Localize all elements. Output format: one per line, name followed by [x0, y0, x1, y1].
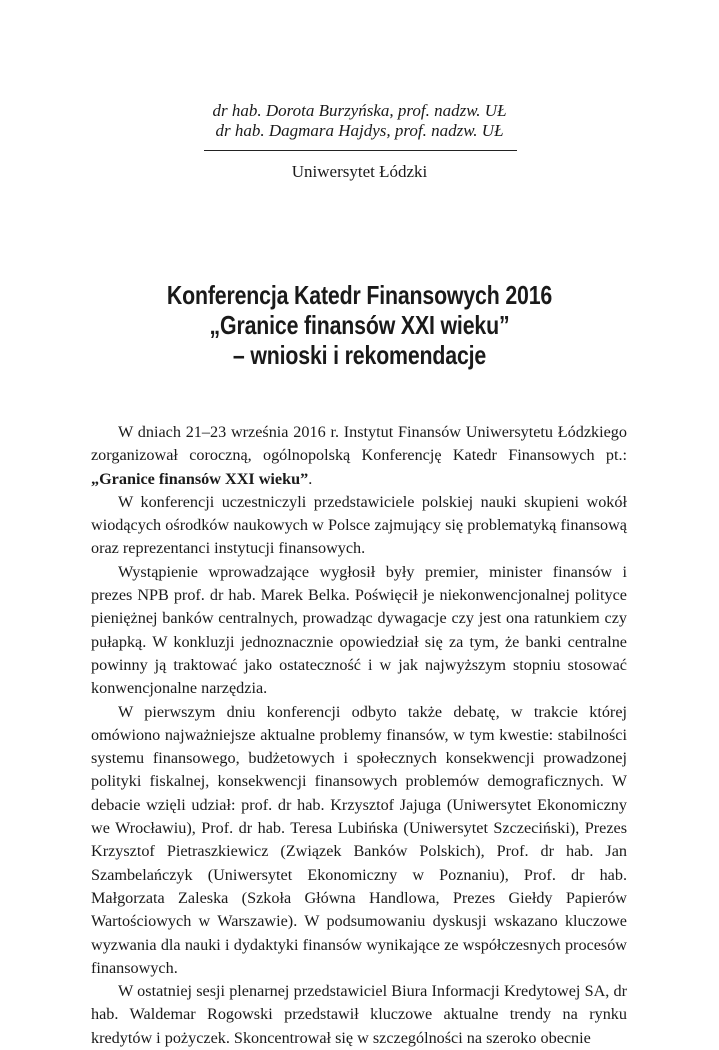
- paragraph-4: W pierwszym dniu konferencji odbyto także debatę, w trakcie której omówiono najważniejsze aktualne problemy finansów, w tym kwestie: stabilności systemu finansowego, budżetowych i społecznych konsekwencji prowadzonej polityki fiskalnej, konsekwencji finansowych problemów demograficznych. W debacie wzięli udział: prof. dr hab. Krzysztof Jajuga (Uniwersytet Ekonomiczny we Wrocławiu), Prof. dr hab. Teresa Lubińska (Uniwersytet Szczeciński), Prezes Krzysztof Pietraszkiewicz (Związek Banków Polskich), Prof. dr hab. Jan Szambelańczyk (Uniwersytet Ekonomiczny w Poznaniu), Prof. dr hab. Małgorzata Zaleska (Szkoła Główna Handlowa, Prezes Giełdy Papierów Wartościowych w Warszawie). W podsumowaniu dyskusji wskazano kluczowe wyzwania dla nauki i dydaktyki finansów wynikające ze współczesnych procesów finansowych.: [91, 702, 627, 977]
- conference-name: „Granice finansów XXI wieku”: [91, 469, 309, 488]
- author-2: dr hab. Dagmara Hajdys, prof. nadzw. UŁ: [215, 121, 504, 140]
- article-body: [91, 421, 627, 1050]
- authors-block: [0, 101, 719, 141]
- affiliation: Uniwersytet Łódzki: [291, 162, 428, 181]
- article-title: [65, 280, 655, 370]
- paragraph-1: [91, 421, 627, 491]
- title-line-3: – wnioski i rekomendacje: [232, 340, 487, 370]
- paragraph-1-text: W dniach 21–23 września 2016 r. Instytut Finansów Uniwersytetu Łódzkiego zorganizował coroczną, ogólnopolską Konferencję Katedr Finansowych pt.:: [91, 423, 627, 465]
- author-separator-rule: [204, 150, 517, 151]
- title-line-1: Konferencja Katedr Finansowych 2016: [166, 280, 553, 310]
- paragraph-3: Wystąpienie wprowadzające wygłosił były premier, minister finansów i prezes NPB prof. dr hab. Marek Belka. Poświęcił je niekonwencjonalnej polityce pieniężnej banków centralnych, prowadząc dywagacje czy jest ona ratunkiem czy pułapką. W konkluzji jednoznacznie opowiedział się za tym, że banki centralne powinny ją traktować jako ostateczność i w jak najwyższym stopniu stosować konwencjonalne narzędzia.: [91, 562, 627, 698]
- author-1: dr hab. Dorota Burzyńska, prof. nadzw. UŁ: [212, 101, 507, 120]
- paragraph-5: W ostatniej sesji plenarnej przedstawiciel Biura Informacji Kredytowej SA, dr hab. Waldemar Rogowski przedstawił kluczowe aktualne trendy na rynku kredytów i pożyczek. Skoncentrował się w szczególności na szeroko obecnie: [91, 982, 627, 1047]
- paragraph-1-end: .: [308, 469, 313, 488]
- paragraph-2: W konferencji uczestniczyli przedstawiciele polskiej nauki skupieni wokół wiodących ośrodków naukowych w Polsce zajmujący się problematyką finansową oraz reprezentanci instytucji finansowych.: [91, 492, 627, 558]
- title-line-2: „Granice finansów XXI wieku”: [209, 310, 510, 340]
